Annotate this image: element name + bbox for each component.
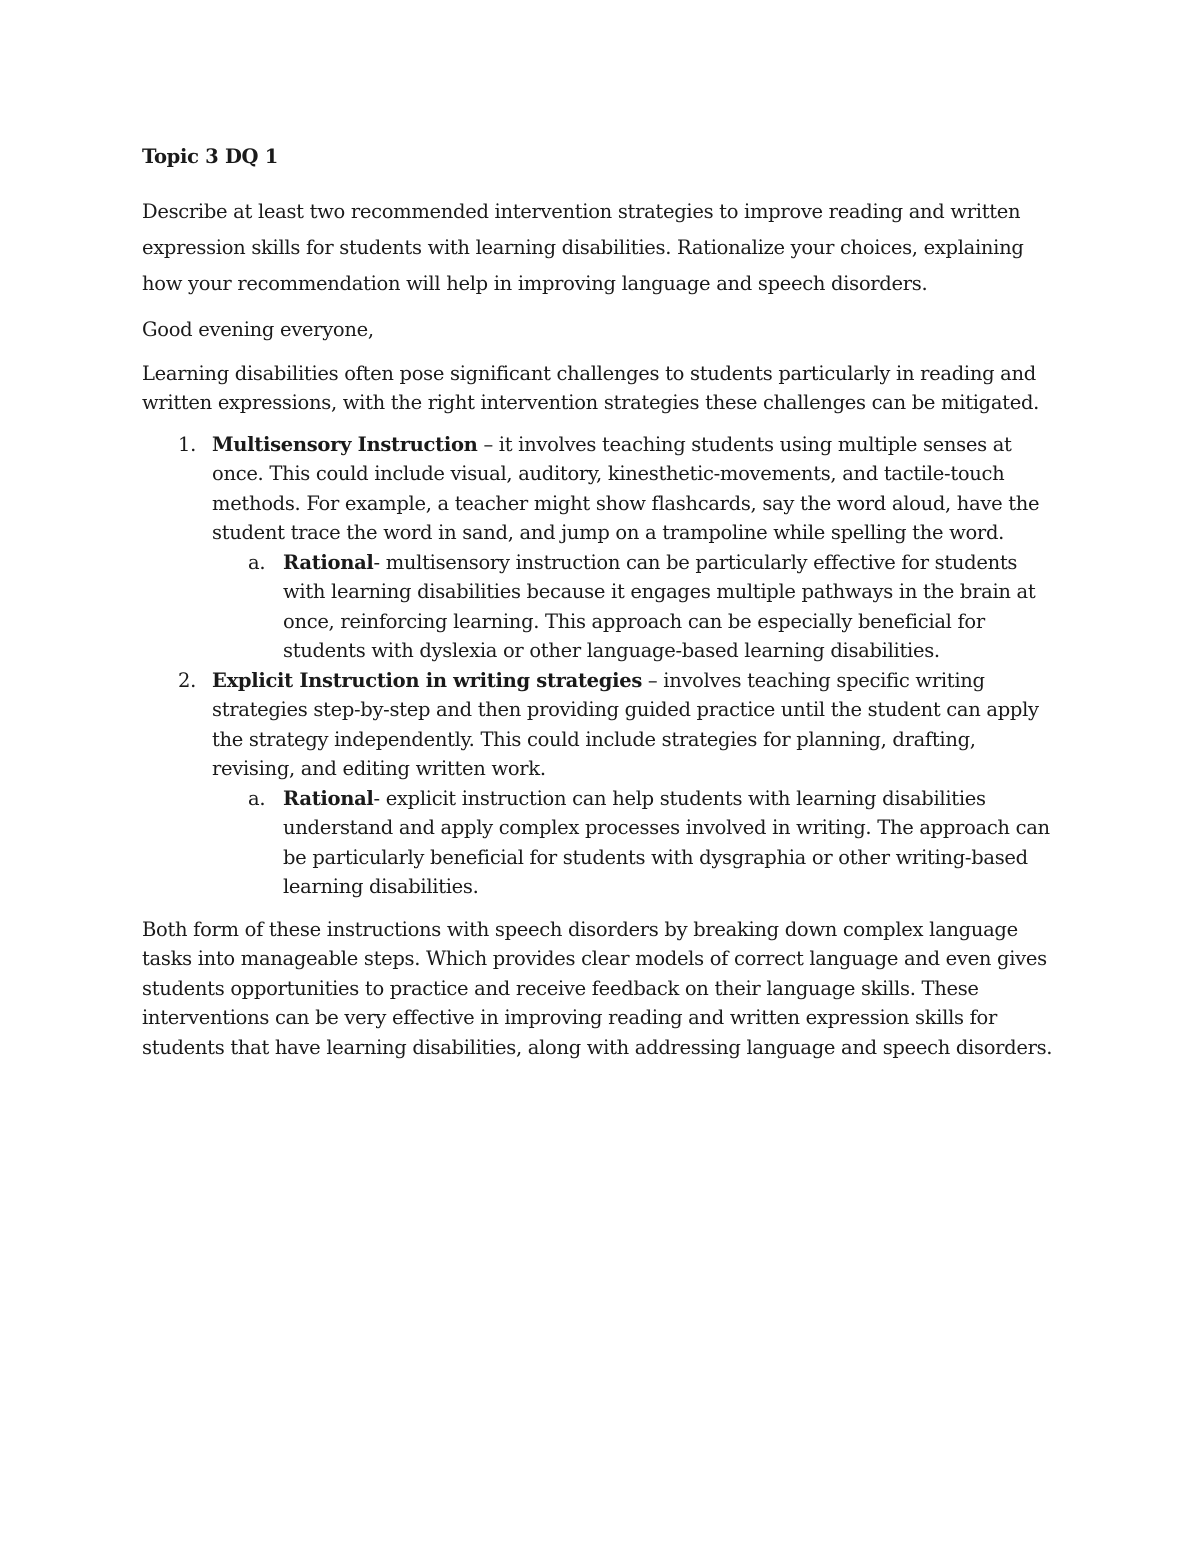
strategy-heading: Multisensory Instruction bbox=[212, 432, 478, 456]
intro-paragraph: Learning disabilities often pose significant challenges to students particularly in reading and written expressions, with the right intervention strategies these challenges can be mitigated. bbox=[142, 361, 1040, 414]
list-number: 1. bbox=[178, 432, 197, 456]
strategy-description: – it involves teaching students using multiple senses at once. This could include visual, auditory, kinesthetic-movements, and tactile-touch methods. For example, a teacher might show flashcards, say the word aloud, have the student trace the word in sand, and jump on a trampoline while spelling the word. bbox=[212, 432, 1040, 544]
rationale-text: - explicit instruction can help students with learning disabilities understand and apply complex processes involved in writing. The approach can be particularly beneficial for students with dysgraphia or other writing-based learning disabilities. bbox=[283, 786, 1050, 898]
rationale-heading: Rational bbox=[283, 550, 374, 574]
strategy-list bbox=[142, 430, 1062, 902]
document-title: Topic 3 DQ 1 bbox=[142, 145, 278, 168]
list-letter: a. bbox=[248, 550, 266, 574]
list-number: 2. bbox=[178, 668, 197, 692]
list-item bbox=[212, 784, 1062, 902]
list-letter: a. bbox=[248, 786, 266, 810]
list-item bbox=[142, 430, 1062, 666]
document-body bbox=[142, 142, 1062, 1062]
rationale-heading: Rational bbox=[283, 786, 374, 810]
rationale-list bbox=[212, 548, 1062, 666]
discussion-prompt: Describe at least two recommended intervention strategies to improve reading and written expression skills for students with learning disabilities. Rationalize your choices, explaining how your recommendation will help in improving language and speech disorders. bbox=[142, 200, 1024, 295]
strategy-heading: Explicit Instruction in writing strategies bbox=[212, 668, 643, 692]
greeting: Good evening everyone, bbox=[142, 318, 374, 341]
rationale-text: - multisensory instruction can be particularly effective for students with learning disabilities because it engages multiple pathways in the brain at once, reinforcing learning. This approach can be especially beneficial for students with dyslexia or other language-based learning disabilities. bbox=[283, 550, 1036, 662]
strategy-description: – involves teaching specific writing strategies step-by-step and then providing guided practice until the student can apply the strategy independently. This could include strategies for planning, drafting, revising, and editing written work. bbox=[212, 668, 1039, 780]
list-item bbox=[212, 548, 1062, 666]
rationale-list bbox=[212, 784, 1062, 902]
closing-paragraph: Both form of these instructions with speech disorders by breaking down complex language tasks into manageable steps. Which provides clear models of correct language and even gives students opportunities to practice and receive feedback on their language skills. These interventions can be very effective in improving reading and written expression skills for students that have learning disabilities, along with addressing language and speech disorders. bbox=[142, 917, 1053, 1059]
list-item bbox=[142, 666, 1062, 902]
